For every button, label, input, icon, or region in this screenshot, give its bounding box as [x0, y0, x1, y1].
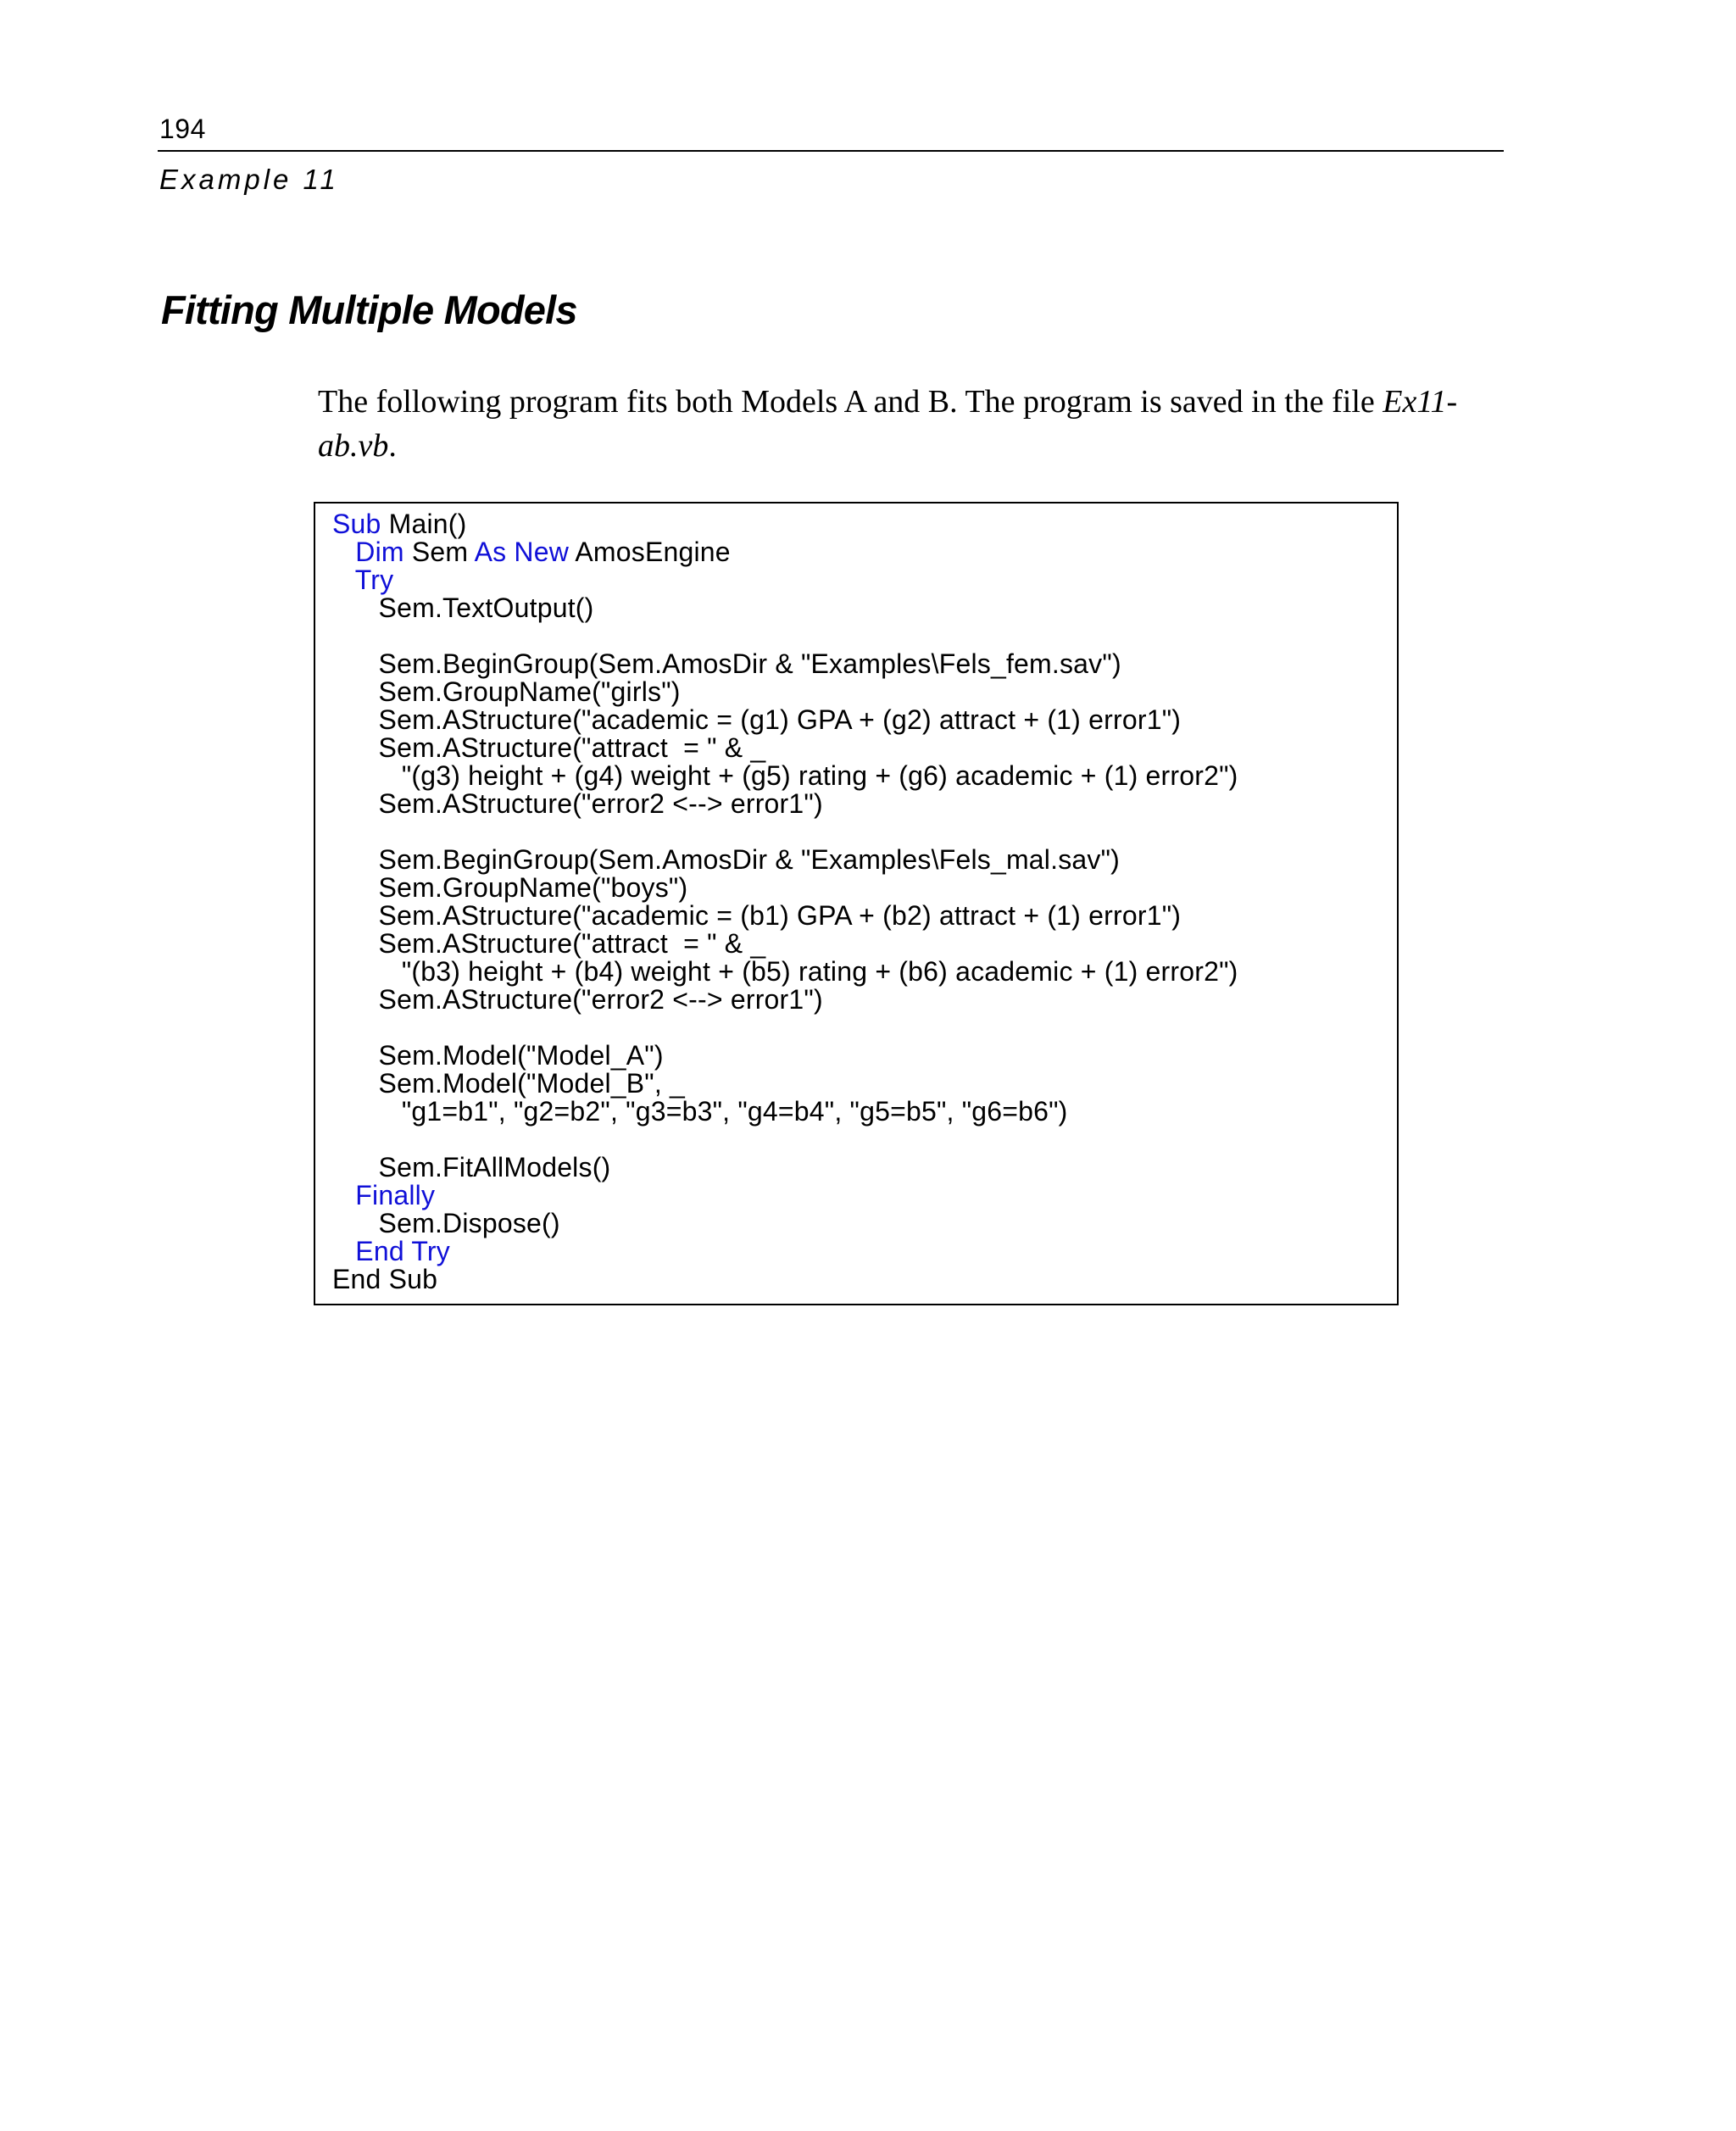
code-text: Sem.Dispose()	[332, 1208, 560, 1238]
code-line	[332, 1238, 1397, 1266]
code-line	[332, 594, 1397, 622]
code-line	[332, 538, 1397, 566]
code-line	[332, 734, 1397, 762]
code-text: Sem.FitAllModels()	[332, 1152, 611, 1182]
code-line	[332, 1210, 1397, 1238]
code-text: Sem	[403, 537, 475, 567]
code-text: Sem.AStructure("error2 <--> error1")	[332, 984, 823, 1015]
code-text: Sem.AStructure("attract = " & _	[332, 928, 766, 959]
code-listing	[314, 502, 1399, 1305]
code-line	[332, 1070, 1397, 1098]
code-line	[332, 762, 1397, 790]
code-text: Sem.Model("Model_A")	[332, 1040, 664, 1071]
code-text: Sem.AStructure("attract = " & _	[332, 732, 766, 763]
code-keyword: Finally	[355, 1180, 436, 1210]
code-text: Sem.BeginGroup(Sem.AmosDir & "Examples\Fels_mal.sav")	[332, 844, 1121, 875]
code-line	[332, 1266, 1397, 1294]
code-line	[332, 874, 1397, 902]
code-line	[332, 1042, 1397, 1070]
code-line	[332, 1014, 1397, 1042]
code-line	[332, 1098, 1397, 1126]
code-text: "(b3) height + (b4) weight + (b5) rating + (b6) academic + (1) error2")	[332, 956, 1238, 987]
code-text	[332, 537, 355, 567]
code-text: Sem.GroupName("girls")	[332, 676, 681, 707]
code-line	[332, 846, 1397, 874]
code-line	[332, 986, 1397, 1014]
code-text: "g1=b1", "g2=b2", "g3=b3", "g4=b4", "g5=b5", "g6=b6")	[332, 1096, 1068, 1127]
code-line	[332, 1154, 1397, 1182]
code-line	[332, 510, 1397, 538]
code-line	[332, 622, 1397, 650]
section-heading: Fitting Multiple Models	[161, 287, 577, 332]
code-text: "(g3) height + (g4) weight + (g5) rating + (g6) academic + (1) error2")	[332, 760, 1238, 791]
running-head: Example 11	[159, 164, 339, 195]
code-line	[332, 818, 1397, 846]
code-line	[332, 1126, 1397, 1154]
code-text	[332, 565, 355, 595]
intro-paragraph	[318, 380, 1496, 468]
code-line	[332, 566, 1397, 594]
code-text	[332, 1180, 355, 1210]
code-text: End Sub	[332, 1264, 438, 1294]
code-text: Sem.AStructure("error2 <--> error1")	[332, 788, 823, 819]
code-keyword: End Try	[355, 1236, 450, 1266]
code-line	[332, 790, 1397, 818]
intro-filename: Ex11-ab.vb	[318, 384, 1458, 464]
code-text: Sem.GroupName("boys")	[332, 872, 688, 903]
code-text	[332, 1236, 355, 1266]
code-text: Sem.AStructure("academic = (g1) GPA + (g2) attract + (1) error1")	[332, 704, 1182, 735]
code-line	[332, 930, 1397, 958]
code-line	[332, 1182, 1397, 1210]
code-line	[332, 650, 1397, 678]
page-number: 194	[159, 114, 206, 144]
code-text: Sem.Model("Model_B", _	[332, 1068, 686, 1099]
code-text: AmosEngine	[569, 537, 731, 567]
code-text: Sem.TextOutput()	[332, 593, 594, 623]
code-line	[332, 958, 1397, 986]
header-rule	[158, 150, 1504, 152]
code-keyword: Sub	[332, 509, 381, 539]
code-text: Sem.AStructure("academic = (b1) GPA + (b2) attract + (1) error1")	[332, 900, 1182, 931]
code-line	[332, 706, 1397, 734]
intro-end: .	[388, 428, 397, 464]
code-text: Main()	[381, 509, 467, 539]
code-text: Sem.BeginGroup(Sem.AmosDir & "Examples\Fels_fem.sav")	[332, 648, 1121, 679]
code-line	[332, 678, 1397, 706]
code-keyword: As New	[474, 537, 570, 567]
code-keyword: Try	[354, 565, 394, 595]
code-line	[332, 902, 1397, 930]
code-keyword: Dim	[355, 537, 404, 567]
intro-text: The following program fits both Models A and B. The program is saved in the file	[318, 384, 1383, 420]
